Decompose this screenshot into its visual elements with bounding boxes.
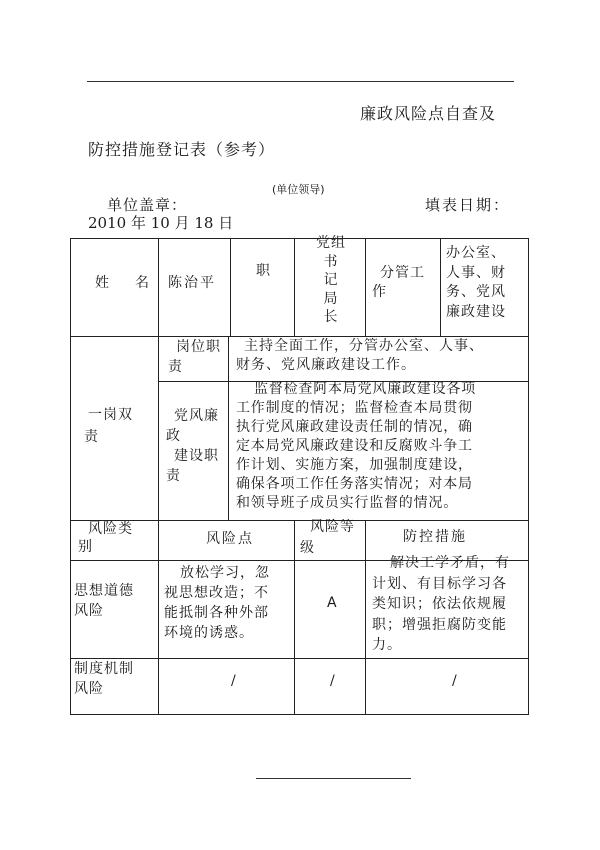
unit-role: (单位领导) — [272, 183, 325, 196]
duty-section-label: 一岗双 责 — [84, 407, 133, 445]
title-part1: 廉政风险点自查及 — [360, 104, 497, 123]
post-duty-text: 主持全面工作，分管办公室、人事、 财务、党风廉政建设工作。 — [236, 338, 484, 373]
risk-level-header: 风险等 级 — [300, 519, 355, 556]
post-duty-label: 岗位职 责 — [168, 339, 221, 375]
risk-point-header: 风险点 — [206, 531, 254, 547]
title-part2: 防控措施登记表（参考） — [88, 140, 276, 159]
row2-measures: / — [452, 673, 458, 689]
party-duty-label: 党风廉 政 建设职 责 — [166, 408, 219, 484]
fill-date-label: 填表日期： — [425, 196, 511, 214]
fill-date: 2010 年 10 月 18 日 — [88, 214, 234, 232]
row1-category: 思想道德 风险 — [74, 583, 134, 619]
row1-point: 放松学习，忽 视思想改造；不 能抵制各种外部 环境的诱惑。 — [164, 565, 270, 641]
row1-measures: 解决工学矛盾，有 计划、有目标学习各 类知识；依法依规履 职；增强拒腐防变能 力。 — [372, 555, 510, 653]
party-duty-text: 监督检查阿本局党风廉政建设各项 工作制度的情况；监督检查本局贯彻 执行党风廉政建设责任制的情况，确 定本局党风廉政建设和反腐败斗争工 作计划、实施方案，加强制度建设， 确保各项工作任务落实情况；对本局 和领导班子成员实行监督的情况。 — [236, 381, 476, 511]
unit-seal-label: 单位盖章： — [107, 196, 188, 214]
name-label: 姓 名 — [95, 275, 155, 291]
position-label — [236, 262, 276, 281]
bottom-rule — [256, 778, 411, 779]
row1-level: A — [327, 595, 338, 611]
position-label-line: 职 — [256, 263, 271, 279]
division-label: 分管工 作 — [372, 265, 425, 300]
row2-category: 制度机制 风险 — [74, 661, 134, 697]
row2-point: / — [231, 673, 237, 689]
name-value: 陈治平 — [168, 275, 216, 291]
risk-category-header: 风险类 别 — [78, 521, 133, 555]
risk-measures-header: 防控措施 — [403, 529, 467, 545]
division-value: 办公室、 人事、财 务、党风 廉政建设 — [446, 245, 506, 320]
row2-level: / — [330, 673, 336, 689]
top-rule — [87, 81, 514, 82]
position-value: 党组 书 记 局 长 — [316, 235, 346, 325]
